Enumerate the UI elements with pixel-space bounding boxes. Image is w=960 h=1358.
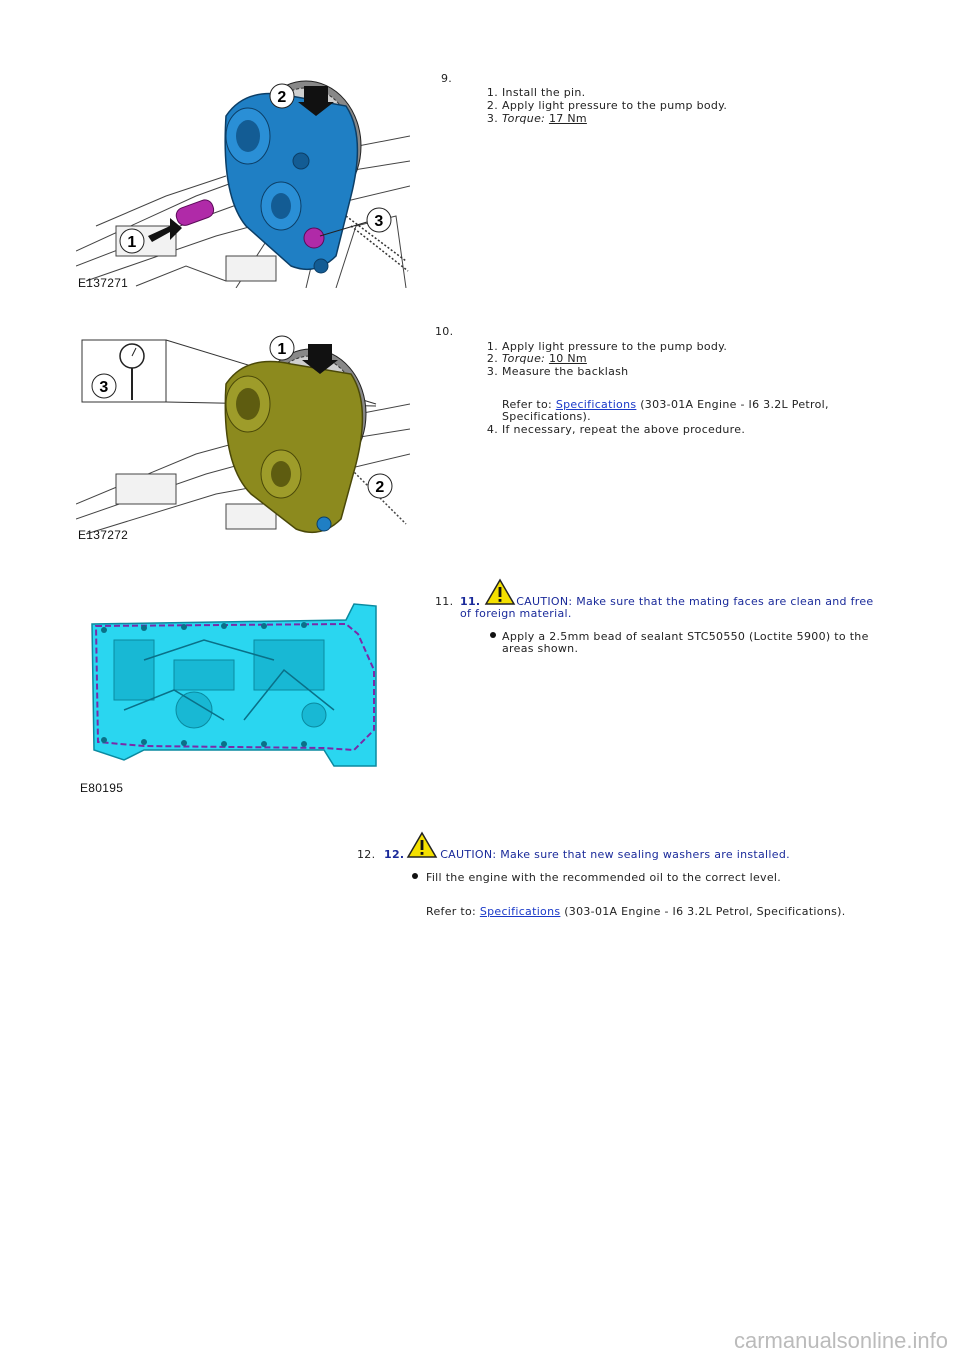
- caution-text: 11. CAUTION: Make sure that the mating faces are clean and free: [460, 595, 874, 608]
- refer-to-line: Refer to: Specifications (303-01A Engine - I6 3.2L Petrol,: [502, 398, 829, 411]
- refer-to-line: Refer to: Specifications (303-01A Engine - I6 3.2L Petrol, Specifications).: [426, 905, 846, 918]
- bullet-icon: [490, 632, 496, 638]
- step-number: 11.: [435, 595, 454, 608]
- bullet-text-cont: areas shown.: [502, 642, 579, 655]
- step-number: 9.: [441, 72, 453, 85]
- callout-1: 1: [127, 234, 137, 251]
- torque-label: Torque:: [502, 352, 546, 365]
- step-number: 12.: [357, 848, 376, 861]
- torque-label: Torque:: [502, 112, 546, 125]
- oil-pump-dial-gauge-illustration: [76, 334, 410, 540]
- caution-text: 12. CAUTION: Make sure that new sealing washers are installed.: [384, 848, 790, 861]
- figure-backlash-measure: [76, 334, 410, 540]
- callout-3: 3: [374, 213, 384, 230]
- refer-to-line-cont: Specifications).: [502, 410, 591, 423]
- figure-oil-pump-pin: [76, 76, 410, 288]
- callout-2: 2: [375, 479, 385, 496]
- bullet-icon: [412, 873, 418, 879]
- watermark: carmanualsonline.info: [733, 1328, 948, 1353]
- caution-step-label: 12.: [384, 848, 405, 861]
- oil-pan-illustration: [84, 600, 380, 768]
- callout-1: 1: [277, 341, 287, 358]
- bullet-text: Fill the engine with the recommended oil to the correct level.: [426, 871, 782, 884]
- bullet-text: Apply a 2.5mm bead of sealant STC50550 (Loctite 5900) to the: [502, 630, 869, 643]
- caution-step-label: 11.: [460, 595, 481, 608]
- figure-code: E80195: [80, 781, 124, 795]
- caution-text-cont: of foreign material.: [460, 607, 572, 620]
- specifications-link[interactable]: Specifications: [479, 905, 561, 918]
- callout-3: 3: [99, 379, 109, 396]
- figure-code: E137272: [78, 528, 129, 542]
- specifications-link[interactable]: Specifications: [555, 398, 637, 411]
- torque-value: 17 Nm: [548, 112, 587, 125]
- step-number: 10.: [435, 325, 454, 338]
- callout-2: 2: [277, 89, 287, 106]
- figure-code: E137271: [78, 276, 129, 290]
- oil-pump-illustration: [76, 76, 410, 288]
- figure-oil-pan-sealant: [84, 600, 380, 768]
- torque-value: 10 Nm: [548, 352, 587, 365]
